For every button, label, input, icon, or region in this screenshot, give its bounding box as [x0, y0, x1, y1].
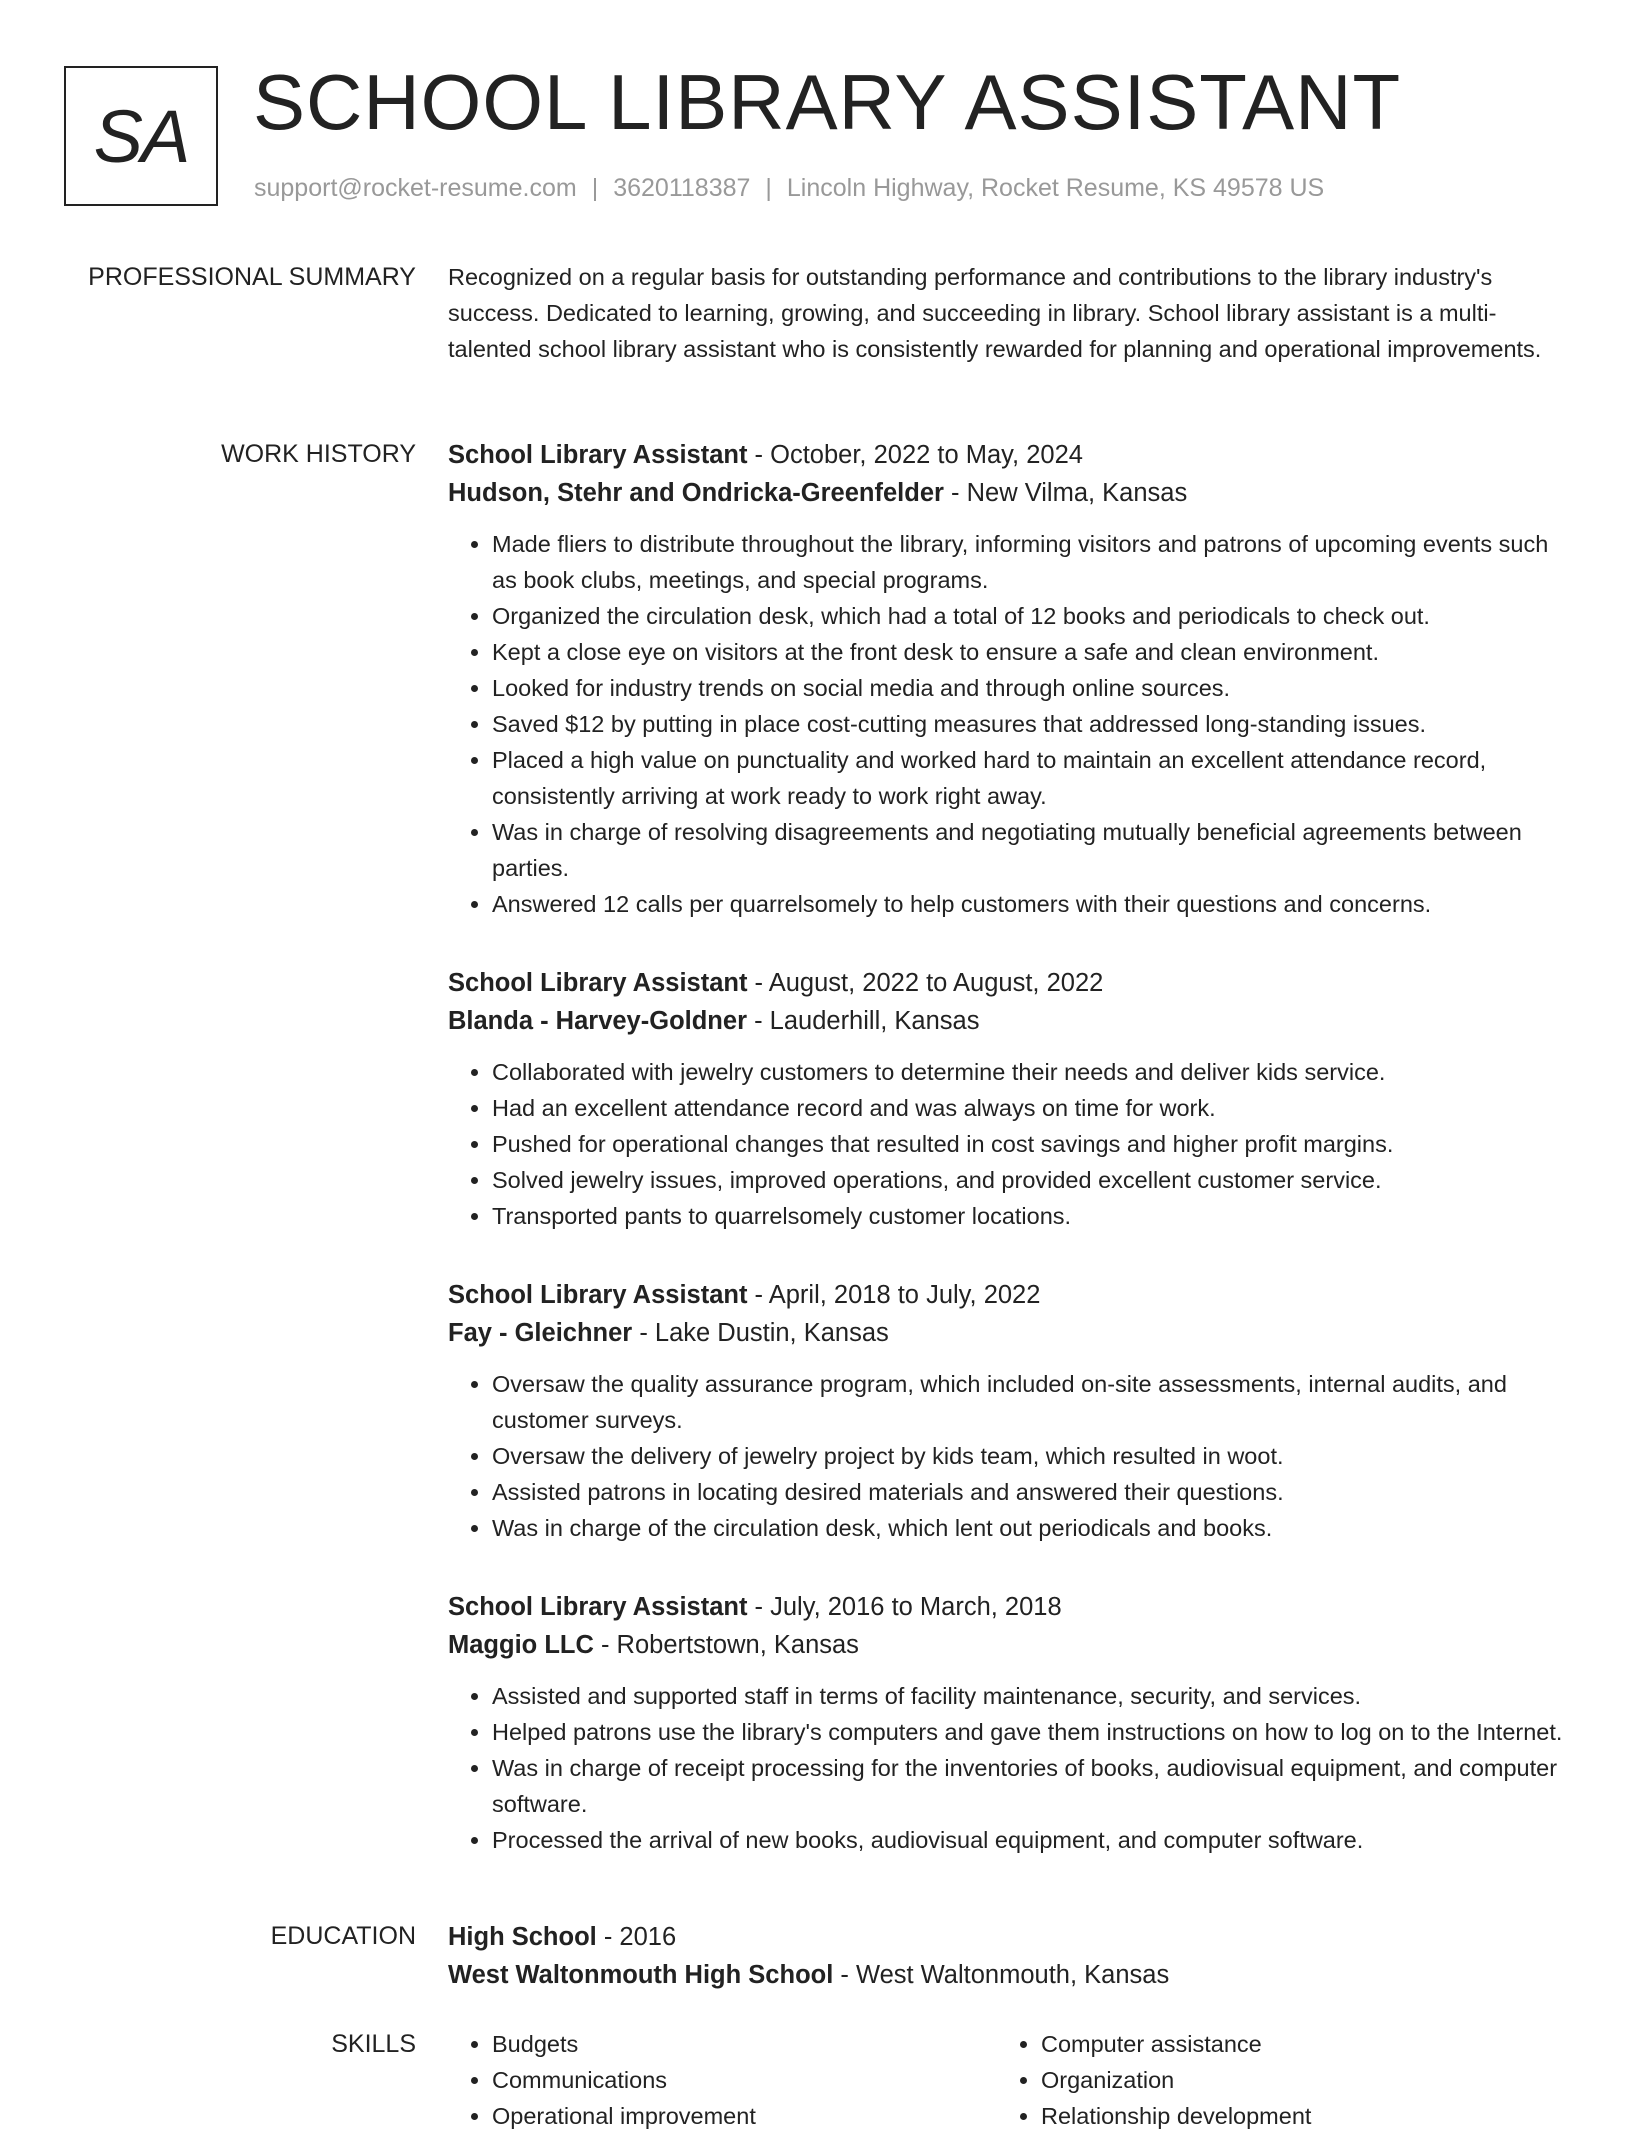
education-heading: EDUCATION — [270, 1922, 416, 1950]
education-school-line — [448, 1956, 1566, 1994]
job-location: - Lake Dustin, Kansas — [632, 1319, 889, 1347]
list-item: • Collaborated with jewelry customers to determine their needs and deliver kids service. — [492, 1054, 1566, 1090]
list-item: • Made fliers to distribute throughout the library, informing visitors and patrons of upcoming events such as book clubs, meetings, and special programs. — [492, 526, 1566, 598]
job-entry — [448, 1588, 1566, 1858]
job-role: School Library Assistant — [448, 1593, 748, 1621]
list-item: • Kept a close eye on visitors at the front desk to ensure a safe and clean environment. — [492, 634, 1566, 670]
skills-list-right — [997, 2026, 1546, 2134]
skills-heading: SKILLS — [331, 2030, 416, 2058]
job-company-line — [448, 1002, 1566, 1040]
job-title-line — [448, 436, 1566, 474]
summary-heading: PROFESSIONAL SUMMARY — [88, 263, 416, 291]
job-bullets — [448, 1054, 1566, 1234]
skill-item: • Communications — [492, 2062, 997, 2098]
skill-item: • Operational improvement — [492, 2098, 997, 2134]
list-item: • Was in charge of resolving disagreements and negotiating mutually beneficial agreements between parties. — [492, 814, 1566, 886]
job-bullets — [448, 526, 1566, 922]
job-dates: - April, 2018 to July, 2022 — [747, 1281, 1041, 1309]
skills-body — [448, 2026, 1566, 2134]
list-item: • Placed a high value on punctuality and worked hard to maintain an excellent attendance record, consistently arriving at work ready to work right away. — [492, 742, 1566, 814]
job-company-line — [448, 1626, 1566, 1664]
skill-item: • Organization — [1041, 2062, 1546, 2098]
job-dates: - August, 2022 to August, 2022 — [747, 969, 1104, 997]
job-location: - New Vilma, Kansas — [943, 479, 1188, 507]
list-item: • Oversaw the quality assurance program, which included on-site assessments, internal audits, and customer surveys. — [492, 1366, 1566, 1438]
list-item: • Assisted and supported staff in terms of facility maintenance, security, and services. — [492, 1678, 1566, 1714]
job-dates: - July, 2016 to March, 2018 — [747, 1593, 1062, 1621]
education-degree-line — [448, 1918, 1566, 1956]
job-title-line — [448, 1588, 1566, 1626]
resume-title: SCHOOL LIBRARY ASSISTANT — [253, 58, 1402, 146]
job-title-line — [448, 964, 1566, 1002]
job-entry — [448, 436, 1566, 922]
job-role: School Library Assistant — [448, 969, 748, 997]
list-item: • Transported pants to quarrelsomely customer locations. — [492, 1198, 1566, 1234]
skills-list-left — [448, 2026, 997, 2134]
job-title-line — [448, 1276, 1566, 1314]
job-company: Hudson, Stehr and Ondricka-Greenfelder — [448, 479, 944, 507]
summary-body — [448, 259, 1566, 367]
education-school: West Waltonmouth High School — [448, 1961, 834, 1989]
job-role: School Library Assistant — [448, 441, 748, 469]
job-entry — [448, 1276, 1566, 1546]
initials: SA — [93, 94, 189, 178]
contact-email[interactable]: support@rocket-resume.com — [254, 174, 577, 202]
list-item: • Organized the circulation desk, which had a total of 12 books and periodicals to check out. — [492, 598, 1566, 634]
skill-item: • Computer assistance — [1041, 2026, 1546, 2062]
list-item: • Was in charge of receipt processing for the inventories of books, audiovisual equipment, and computer software. — [492, 1750, 1566, 1822]
job-company: Maggio LLC — [448, 1631, 594, 1659]
list-item: • Looked for industry trends on social media and through online sources. — [492, 670, 1566, 706]
education-body — [448, 1918, 1566, 1994]
work-history-body — [448, 436, 1566, 1900]
contact-separator: | — [765, 174, 772, 202]
contact-separator: | — [591, 174, 599, 202]
job-location: - Robertstown, Kansas — [593, 1631, 859, 1659]
contact-address: Lincoln Highway, Rocket Resume, KS 49578 US — [786, 174, 1325, 202]
education-location: - West Waltonmouth, Kansas — [833, 1961, 1170, 1989]
work-history-heading: WORK HISTORY — [221, 440, 416, 468]
contact-phone[interactable]: 3620118387 — [613, 174, 751, 202]
job-entry — [448, 964, 1566, 1234]
list-item: • Processed the arrival of new books, audiovisual equipment, and computer software. — [492, 1822, 1566, 1858]
list-item: • Was in charge of the circulation desk, which lent out periodicals and books. — [492, 1510, 1566, 1546]
education-degree: High School — [448, 1923, 597, 1951]
list-item: • Assisted patrons in locating desired materials and answered their questions. — [492, 1474, 1566, 1510]
job-location: - Lauderhill, Kansas — [747, 1007, 980, 1035]
list-item: • Had an excellent attendance record and was always on time for work. — [492, 1090, 1566, 1126]
job-role: School Library Assistant — [448, 1281, 748, 1309]
job-company: Blanda - Harvey-Goldner — [448, 1007, 747, 1035]
job-company: Fay - Gleichner — [448, 1319, 633, 1347]
list-item: • Saved $12 by putting in place cost-cutting measures that addressed long-standing issues. — [492, 706, 1566, 742]
skill-item: • Relationship development — [1041, 2098, 1546, 2134]
initials-monogram — [64, 66, 218, 206]
list-item: • Pushed for operational changes that resulted in cost savings and higher profit margins. — [492, 1126, 1566, 1162]
skill-item: • Budgets — [492, 2026, 997, 2062]
list-item: • Solved jewelry issues, improved operations, and provided excellent customer service. — [492, 1162, 1566, 1198]
education-year: - 2016 — [596, 1923, 677, 1951]
job-company-line — [448, 1314, 1566, 1352]
job-company-line — [448, 474, 1566, 512]
summary-text: Recognized on a regular basis for outstanding performance and contributions to the library industry's success. Dedicated to learning, growing, and succeeding in library. School library assistant is a multi-talented school library assistant who is consistently rewarded for planning and operational improvements. — [448, 264, 1542, 362]
list-item: • Answered 12 calls per quarrelsomely to help customers with their questions and concerns. — [492, 886, 1566, 922]
contact-line — [254, 174, 1324, 203]
job-bullets — [448, 1366, 1566, 1546]
list-item: • Oversaw the delivery of jewelry project by kids team, which resulted in woot. — [492, 1438, 1566, 1474]
job-bullets — [448, 1678, 1566, 1858]
list-item: • Helped patrons use the library's computers and gave them instructions on how to log on to the Internet. — [492, 1714, 1566, 1750]
job-dates: - October, 2022 to May, 2024 — [747, 441, 1083, 469]
